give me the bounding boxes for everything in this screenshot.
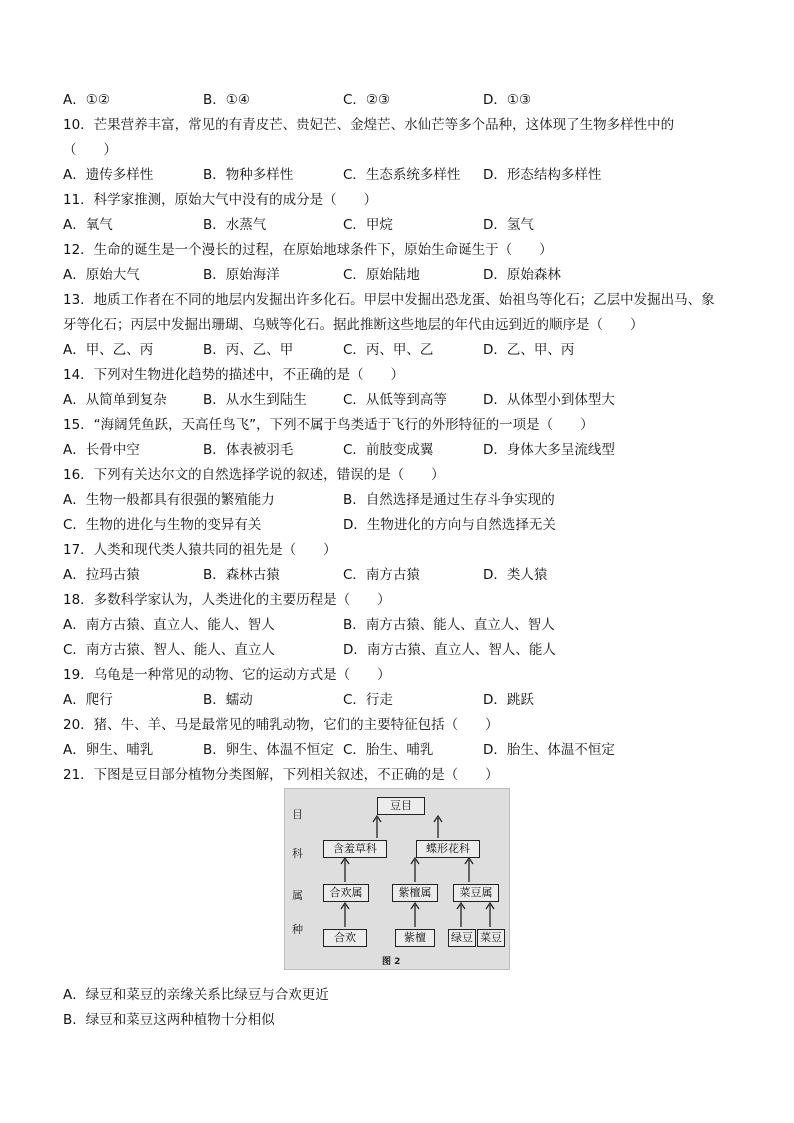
q10-option-c[interactable]: C．生态系统多样性 (343, 167, 461, 183)
q9-option-a[interactable]: A．①② (63, 92, 110, 108)
q13-option-b[interactable]: B．丙、乙、甲 (203, 342, 294, 358)
q17-option-c[interactable]: C．南方古猿 (343, 567, 420, 583)
box-genus-phaseolus: 菜豆属 (453, 884, 499, 902)
q19-stem: 19．乌龟是一种常见的动物、它的运动方式是（ ） (63, 667, 391, 683)
q17-stem: 17．人类和现代类人猿共同的祖先是（ ） (63, 542, 337, 558)
q11-options (63, 216, 743, 234)
q20-option-d[interactable]: D．胎生、体温不恒定 (483, 742, 615, 758)
q14-option-b[interactable]: B．从水生到陆生 (203, 392, 307, 408)
q13-stem: 13．地质工作者在不同的地层内发掘出许多化石。甲层中发掘出恐龙蛋、始祖鸟等化石；乙层中发掘出马、象 (63, 292, 715, 308)
q15-option-c[interactable]: C．前肢变成翼 (343, 442, 434, 458)
q17-option-b[interactable]: B．森林古猿 (203, 567, 280, 583)
rank-label-family: 科 (292, 847, 303, 860)
q21-option-a[interactable]: A．绿豆和菜豆的亲缘关系比绿豆与合欢更近 (63, 987, 329, 1003)
q12-option-c[interactable]: C．原始陆地 (343, 267, 420, 283)
box-species-pterocarpus: 紫檀 (395, 929, 435, 947)
q15-stem: 15．“海阔凭鱼跃，天高任鸟飞”，下列不属于鸟类适于飞行的外形特征的一项是（ ） (63, 417, 594, 433)
q17-option-d[interactable]: D．类人猿 (483, 567, 548, 583)
box-genus-pterocarpus: 紫檀属 (392, 884, 438, 902)
box-species-kidney-bean: 菜豆 (477, 929, 505, 947)
q14-option-d[interactable]: D．从体型小到体型大 (483, 392, 615, 408)
q20-option-b[interactable]: B．卵生、体温不恒定 (203, 742, 334, 758)
q16-option-c[interactable]: C．生物的进化与生物的变异有关 (63, 517, 262, 533)
box-species-mung-bean: 绿豆 (448, 929, 476, 947)
q13-option-d[interactable]: D．乙、甲、丙 (483, 342, 575, 358)
q18-option-b[interactable]: B．南方古猿、能人、直立人、智人 (343, 617, 555, 633)
q12-options (63, 266, 743, 284)
q13-stem-cont: 牙等化石；丙层中发掘出珊瑚、乌贼等化石。据此推断这些地层的年代由远到近的顺序是（ ） (63, 317, 644, 333)
q11-option-b[interactable]: B．水蒸气 (203, 217, 267, 233)
q16-options-row1 (63, 491, 743, 509)
q13-option-a[interactable]: A．甲、乙、丙 (63, 342, 154, 358)
q20-options (63, 741, 743, 759)
q16-option-b[interactable]: B．自然选择是通过生存斗争实现的 (343, 492, 555, 508)
q12-option-a[interactable]: A．原始大气 (63, 267, 140, 283)
q13-options (63, 341, 743, 359)
q17-options (63, 566, 743, 584)
q18-options-row1 (63, 616, 743, 634)
q18-option-c[interactable]: C．南方古猿、智人、能人、直立人 (63, 642, 275, 658)
q11-option-d[interactable]: D．氢气 (483, 217, 534, 233)
q17-option-a[interactable]: A．拉玛古猿 (63, 567, 140, 583)
q14-options (63, 391, 743, 409)
box-family-mimosaceae: 含羞草科 (323, 840, 387, 858)
box-family-papilionaceae: 蝶形花科 (416, 840, 480, 858)
q9-options (63, 91, 743, 109)
q20-option-a[interactable]: A．卵生、哺乳 (63, 742, 154, 758)
q19-option-b[interactable]: B．蠕动 (203, 692, 253, 708)
q15-option-a[interactable]: A．长骨中空 (63, 442, 140, 458)
q21-option-b[interactable]: B．绿豆和菜豆这两种植物十分相似 (63, 1012, 275, 1028)
q19-option-c[interactable]: C．行走 (343, 692, 393, 708)
q9-option-b[interactable]: B．①④ (203, 92, 250, 108)
q10-option-b[interactable]: B．物种多样性 (203, 167, 294, 183)
q16-stem: 16．下列有关达尔文的自然选择学说的叙述，错误的是（ ） (63, 467, 445, 483)
q12-stem: 12．生命的诞生是一个漫长的过程，在原始地球条件下，原始生命诞生于（ ） (63, 242, 553, 258)
q20-stem: 20．猪、牛、羊、马是最常见的哺乳动物，它们的主要特征包括（ ） (63, 717, 499, 733)
q15-option-d[interactable]: D．身体大多呈流线型 (483, 442, 615, 458)
q18-option-d[interactable]: D．南方古猿、直立人、智人、能人 (343, 642, 556, 658)
q11-option-a[interactable]: A．氧气 (63, 217, 113, 233)
q12-option-b[interactable]: B．原始海洋 (203, 267, 280, 283)
q9-option-d[interactable]: D．①③ (483, 92, 532, 108)
rank-label-order: 目 (292, 808, 303, 821)
q11-option-c[interactable]: C．甲烷 (343, 217, 393, 233)
q10-option-a[interactable]: A．遗传多样性 (63, 167, 154, 183)
q14-option-c[interactable]: C．从低等到高等 (343, 392, 447, 408)
q10-stem-cont: （ ） (63, 142, 117, 158)
q19-options (63, 691, 743, 709)
q18-stem: 18．多数科学家认为，人类进化的主要历程是（ ） (63, 592, 391, 608)
figure-caption: 图 2 (382, 957, 401, 967)
q14-option-a[interactable]: A．从简单到复杂 (63, 392, 167, 408)
q15-options (63, 441, 743, 459)
q21-stem: 21．下图是豆目部分植物分类图解，下列相关叙述，不正确的是（ ） (63, 767, 499, 783)
q20-option-c[interactable]: C．胎生、哺乳 (343, 742, 434, 758)
q10-stem: 10．芒果营养丰富，常见的有青皮芒、贵妃芒、金煌芒、水仙芒等多个品种，这体现了生物多样性中的 (63, 117, 675, 133)
rank-label-species: 种 (292, 923, 303, 936)
q11-stem: 11．科学家推测，原始大气中没有的成分是（ ） (63, 192, 378, 208)
q19-option-a[interactable]: A．爬行 (63, 692, 113, 708)
q19-option-d[interactable]: D．跳跃 (483, 692, 534, 708)
classification-figure (284, 788, 510, 970)
box-genus-albizia: 合欢属 (323, 884, 369, 902)
q10-options (63, 166, 743, 184)
q13-option-c[interactable]: C．丙、甲、乙 (343, 342, 434, 358)
rank-label-genus: 属 (292, 889, 303, 902)
q12-option-d[interactable]: D．原始森林 (483, 267, 561, 283)
q9-option-c[interactable]: C．②③ (343, 92, 391, 108)
box-species-albizia: 合欢 (323, 929, 367, 947)
q16-option-a[interactable]: A．生物一般都具有很强的繁殖能力 (63, 492, 275, 508)
q15-option-b[interactable]: B．体表被羽毛 (203, 442, 294, 458)
q18-options-row2 (63, 641, 743, 659)
q14-stem: 14．下列对生物进化趋势的描述中，不正确的是（ ） (63, 367, 405, 383)
q18-option-a[interactable]: A．南方古猿、直立人、能人、智人 (63, 617, 275, 633)
box-order: 豆目 (377, 797, 425, 815)
q16-options-row2 (63, 516, 743, 534)
q10-option-d[interactable]: D．形态结构多样性 (483, 167, 602, 183)
q16-option-d[interactable]: D．生物进化的方向与自然选择无关 (343, 517, 556, 533)
